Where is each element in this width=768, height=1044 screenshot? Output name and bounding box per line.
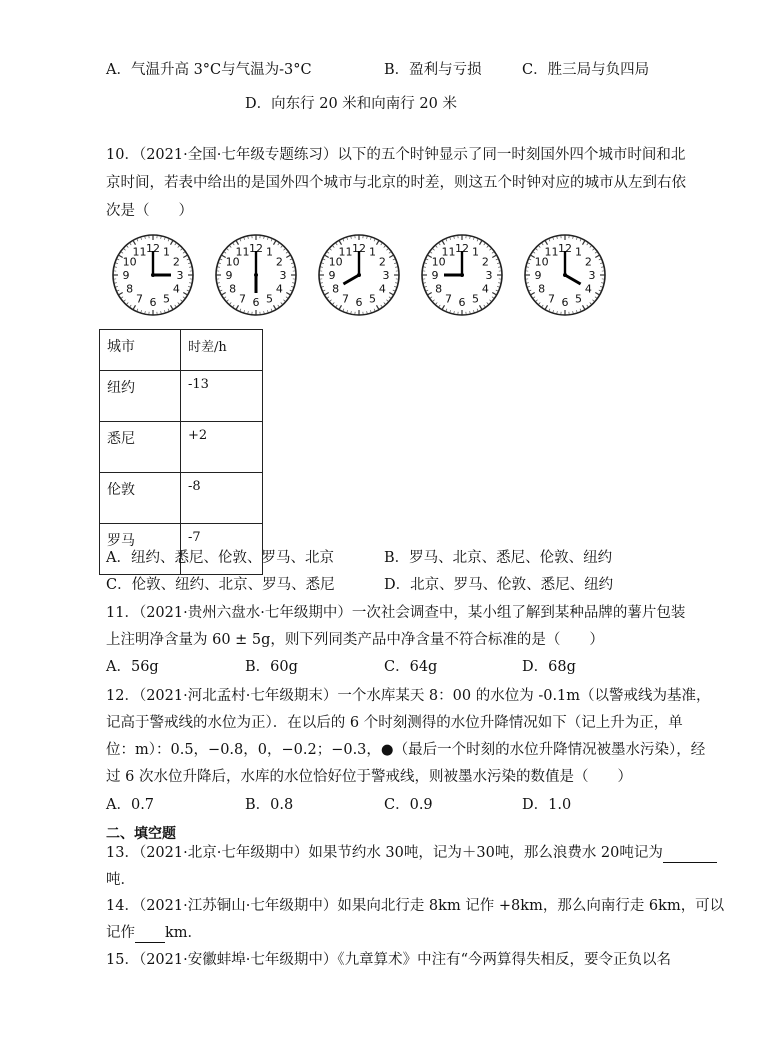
- clock-number: 6: [149, 296, 157, 309]
- q11-line-2: 上注明净含量为 60 ± 5g，则下列同类产品中净含量不符合标准的是（ ）: [106, 632, 604, 648]
- q13-line-2: 吨．: [106, 872, 135, 888]
- clock-number: 2: [378, 255, 386, 269]
- q12-option-b: B．0.8: [245, 797, 294, 813]
- q12-option-d: D．1.0: [522, 797, 572, 813]
- q9-option-a: A．气温升高 3°C与气温为-3°C: [106, 62, 312, 78]
- q12-line-1: 12．（2021·河北孟村·七年级期末）一个水库某天 8：00 的水位为 -0.1m（以警戒线为基准，: [106, 688, 711, 704]
- clock-number: 3: [588, 269, 596, 282]
- q10-line-2: 京时间，若表中给出的是国外四个城市与北京的时差，则这五个时钟对应的城市从左到右依: [106, 175, 686, 191]
- clock-number: 2: [172, 255, 180, 269]
- clock-number: 6: [252, 296, 260, 309]
- clock-number: 5: [575, 292, 582, 306]
- clock-number: 9: [328, 269, 336, 282]
- q15-line-1: 15．（2021·安徽蚌埠·七年级期中）《九章算术》中注有“今两算得失相反，要令正负以名: [106, 952, 671, 968]
- clock-number: 10: [431, 255, 446, 269]
- q10-line-1: 10．（2021·全国·七年级专题练习）以下的五个时钟显示了同一时刻国外四个城市时间和北: [106, 147, 686, 163]
- q11-line-1: 11．（2021·贵州六盘水·七年级期中）一次社会调查中，某小组了解到某种品牌的薯片包装: [106, 605, 686, 621]
- q12-line-4: 过 6 次水位升降后，水库的水位恰好位于警戒线，则被墨水污染的数值是（ ）: [106, 769, 632, 785]
- clock-number: 4: [172, 282, 180, 296]
- q14-line-1: 14．（2021·江苏铜山·七年级期中）如果向北行走 8km 记作 +8km，那么向南行走 6km，可以: [106, 898, 725, 914]
- clock-2: [213, 232, 299, 318]
- q14-text-post: km．: [165, 925, 203, 941]
- clock-number: 9: [225, 269, 233, 282]
- table-row: [100, 473, 263, 524]
- clock-number: 7: [239, 292, 246, 306]
- q12-line-2: 记高于警戒线的水位为正）．在以后的 6 个时刻测得的水位升降情况如下（记上升为正，单: [106, 715, 683, 731]
- clock-5: [522, 232, 608, 318]
- clock-number: 1: [266, 245, 273, 259]
- clock-number: 5: [163, 292, 170, 306]
- q9-option-b: B．盈利与亏损: [384, 62, 482, 78]
- clock-number: 3: [279, 269, 287, 282]
- table-cell-city: 罗马: [100, 524, 181, 575]
- q14-text-pre: 记作: [106, 925, 135, 941]
- clock-number: 6: [458, 296, 466, 309]
- clock-number: 1: [163, 245, 170, 259]
- q10-option-a: A．纽约、悉尼、伦敦、罗马、北京: [106, 550, 334, 566]
- table-cell-diff: -13: [181, 371, 263, 422]
- clock-number: 3: [176, 269, 184, 282]
- table-header-diff: 时差/h: [181, 330, 263, 371]
- clock-number: 9: [431, 269, 439, 282]
- q10-option-b: B．罗马、北京、悉尼、伦敦、纽约: [384, 550, 613, 566]
- clock-number: 11: [235, 245, 250, 259]
- clock-number: 9: [122, 269, 130, 282]
- clock-number: 11: [441, 245, 456, 259]
- clock-number: 4: [481, 282, 489, 296]
- clock-center: [254, 273, 258, 277]
- q12-option-c: C．0.9: [384, 797, 433, 813]
- clock-number: 4: [584, 282, 592, 296]
- clock-4: [419, 232, 505, 318]
- clock-number: 6: [355, 296, 363, 309]
- clock-number: 3: [382, 269, 390, 282]
- table-cell-city: 伦敦: [100, 473, 181, 524]
- clock-number: 2: [584, 255, 592, 269]
- q14-line-2: [106, 923, 202, 943]
- clock-number: 12: [352, 242, 366, 255]
- table-cell-city: 悉尼: [100, 422, 181, 473]
- clock-number: 2: [275, 255, 283, 269]
- table-cell-city: 纽约: [100, 371, 181, 422]
- q10-option-d: D．北京、罗马、伦敦、悉尼、纽约: [384, 577, 614, 593]
- q11-option-c: C．64g: [384, 659, 438, 675]
- clock-number: 8: [332, 282, 340, 296]
- clock-number: 12: [146, 242, 160, 255]
- q9-option-c: C．胜三局与负四局: [522, 62, 650, 78]
- clock-number: 12: [455, 242, 469, 255]
- clock-3: [316, 232, 402, 318]
- clock-center: [460, 273, 464, 277]
- section-heading: 二、填空题: [106, 826, 176, 842]
- clock-number: 5: [266, 292, 273, 306]
- q10-option-c: C．伦敦、纽约、北京、罗马、悉尼: [106, 577, 335, 593]
- q12-line-3: 位：m）：0.5，−0.8，0，−0.2；−0.3，●（最后一个时刻的水位升降情况被墨水污染），经: [106, 742, 706, 758]
- clock-number: 8: [538, 282, 546, 296]
- clock-number: 5: [369, 292, 376, 306]
- clock-number: 4: [275, 282, 283, 296]
- q10-line-3: 次是（ ）: [106, 203, 193, 219]
- clock-number: 8: [126, 282, 134, 296]
- clock-1: [110, 232, 196, 318]
- clock-number: 5: [472, 292, 479, 306]
- clock-number: 3: [485, 269, 493, 282]
- table-header-row: [100, 330, 263, 371]
- q9-option-d: D．向东行 20 米和向南行 20 米: [245, 96, 457, 112]
- clock-number: 7: [548, 292, 555, 306]
- q13-answer-blank[interactable]: [663, 846, 717, 863]
- clock-number: 7: [445, 292, 452, 306]
- clock-number: 11: [338, 245, 353, 259]
- table-cell-diff: +2: [181, 422, 263, 473]
- clock-center: [357, 273, 361, 277]
- clock-number: 2: [481, 255, 489, 269]
- clock-number: 11: [544, 245, 559, 259]
- table-cell-diff: -8: [181, 473, 263, 524]
- clock-number: 1: [472, 245, 479, 259]
- q12-option-a: A．0.7: [106, 797, 155, 813]
- clock-number: 12: [249, 242, 263, 255]
- clock-number: 12: [558, 242, 572, 255]
- time-difference-table: [99, 329, 263, 575]
- table-row: [100, 422, 263, 473]
- clock-number: 10: [328, 255, 343, 269]
- clock-number: 10: [225, 255, 240, 269]
- table-row: [100, 371, 263, 422]
- q13-text: 13．（2021·北京·七年级期中）如果节约水 30吨，记为＋30吨，那么浪费水 20吨记为: [106, 845, 663, 861]
- clock-number: 7: [342, 292, 349, 306]
- table-header-city: 城市: [100, 330, 181, 371]
- clock-number: 6: [561, 296, 569, 309]
- clock-number: 10: [534, 255, 549, 269]
- clock-number: 11: [132, 245, 147, 259]
- clock-number: 1: [575, 245, 582, 259]
- clock-number: 10: [122, 255, 137, 269]
- clock-number: 7: [136, 292, 143, 306]
- q11-option-a: A．56g: [106, 659, 159, 675]
- clock-number: 8: [435, 282, 443, 296]
- clock-number: 1: [369, 245, 376, 259]
- clock-center: [151, 273, 155, 277]
- q14-answer-blank[interactable]: [135, 926, 165, 943]
- table-cell-diff: -7: [181, 524, 263, 575]
- q11-option-d: D．68g: [522, 659, 576, 675]
- clock-number: 8: [229, 282, 237, 296]
- q13-line-1: [106, 843, 717, 863]
- q11-option-b: B．60g: [245, 659, 298, 675]
- clock-number: 9: [534, 269, 542, 282]
- clock-center: [563, 273, 567, 277]
- clock-number: 4: [378, 282, 386, 296]
